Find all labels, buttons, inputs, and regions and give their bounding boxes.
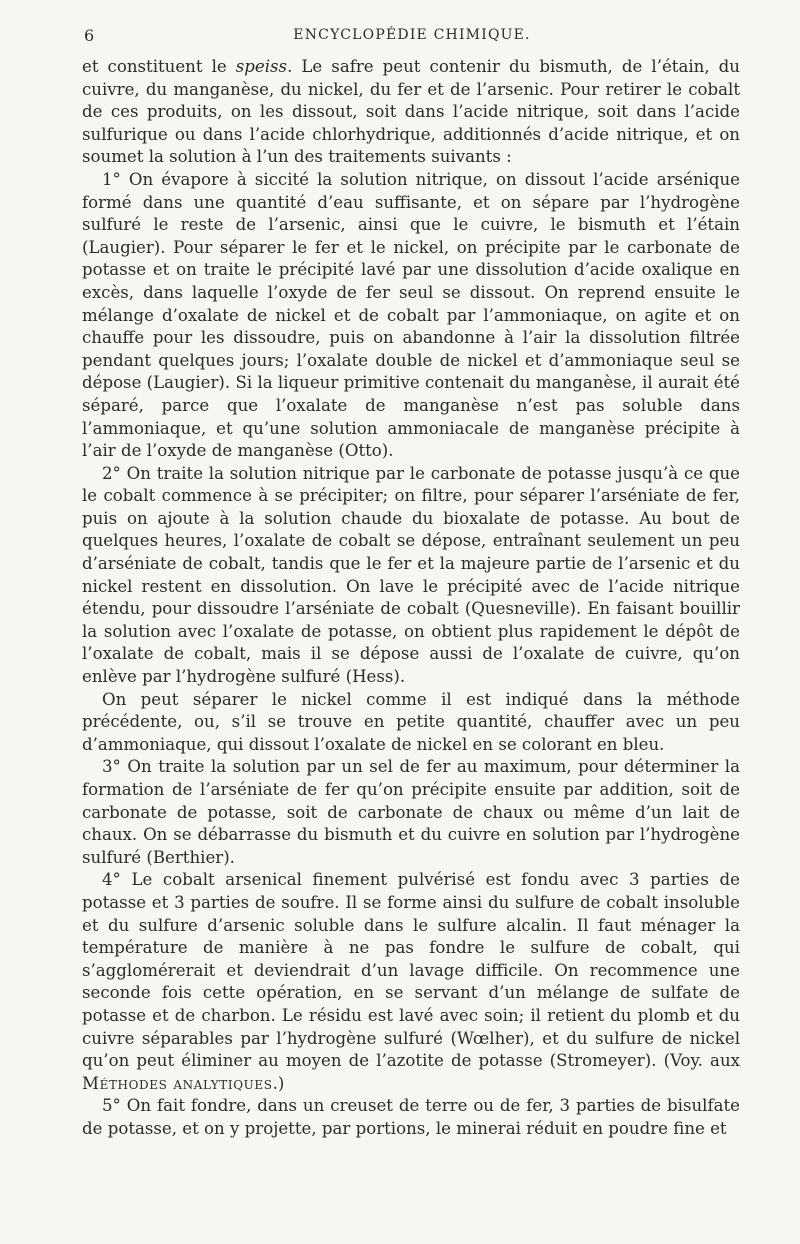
paragraph-text: . Le safre peut contenir du bismuth, de l’étain, du cuivre, du manganèse, du nickel, du fer et de l’arsenic. Pour retirer le cobalt de ces produits, on les dissout, soit dans l’acide nitrique, soit dans l’acide sulfurique ou dans l’acide chlorhydrique, additionnés d’acide nitrique, et on soumet la solution à l’un des traitements suivants : [82,57,740,167]
page-number: 6 [84,26,95,45]
paragraph-text: 4° Le cobalt arsenical finement pulvérisé est fondu avec 3 parties de potasse et 3 parties de soufre. Il se forme ainsi du sulfure de cobalt insoluble et du sulfure d’arsenic soluble dans le sulfure alcalin. Il faut ménager la température de manière à ne pas fondre le sulfure de cobalt, qui s’agglomérerait et deviendrait d’un lavage difficile. On recommence une seconde fois cette opération, en se servant d’un mélange de sulfate de potasse et de charbon. Le résidu est lavé avec soin; il retient du plomb et du cuivre séparables par l’hydrogène sulfuré (Wœlher), et du sulfure de nickel qu’on peut éliminer au moyen de l’azotite de potasse (Stromeyer). (Voy. aux [82,870,740,1071]
paragraph-text: et constituent le [82,57,236,76]
paragraph-text: .) [272,1073,285,1093]
paragraph-nickel-note: On peut séparer le nickel comme il est indiqué dans la méthode précédente, ou, s’il se trouve en petite quantité, chauffer avec un peu d’ammoniaque, qui dissout l’oxalate de nickel en se colorant en bleu. [82,689,740,754]
page-header [84,26,740,48]
paragraph-method-3: 3° On traite la solution par un sel de fer au maximum, pour déterminer la formation de l’arséniate de fer qu’on précipite ensuite par addition, soit de carbonate de potasse, soit de carbonate de chaux ou même d’un lait de chaux. On se débarrasse du bismuth et du cuivre en solution par l’hydrogène sulfuré (Berthier). [82,757,740,867]
cross-reference: Méthodes analytiques [82,1073,273,1093]
paragraph-method-1: 1° On évapore à siccité la solution nitrique, on dissout l’acide arsénique formé dans une quantité d’eau suffisante, et on sépare par l’hydrogène sulfuré le reste de l’arsenic, ainsi que le cuivre, le bismuth et l’étain (Laugier). Pour séparer le fer et le nickel, on précipite par le carbonate de potasse et on traite le précipité lavé par une dissolution d’acide oxalique en excès, dans laquelle l’oxyde de fer seul se dissout. On reprend ensuite le mélange d’oxalate de nickel et de cobalt par l’ammoniaque, on agite et on chauffe pour les dissoudre, puis on abandonne à l’air la dissolution filtrée pendant quelques jours; l’oxalate double de nickel et d’ammoniaque seul se dépose (Laugier). Si la liqueur primitive contenait du manganèse, il aurait été séparé, parce que l’oxalate de manganèse n’est pas soluble dans l’ammoniaque, et qu’une solution ammoniacale de manganèse précipite à l’air de l’oxyde de manganèse (Otto). [82,169,740,461]
paragraph-method-2: 2° On traite la solution nitrique par le carbonate de potasse jusqu’à ce que le cobalt commence à se précipiter; on filtre, pour séparer l’arséniate de fer, puis on ajoute à la solution chaude du bioxalate de potasse. Au bout de quelques heures, l’oxalate de cobalt se dépose, entraînant seulement un peu d’arséniate de cobalt, tandis que le fer et la majeure partie de l’arsenic et du nickel restent en dissolution. On lave le précipité avec de l’acide nitrique étendu, pour dissoudre l’arséniate de cobalt (Quesneville). En faisant bouillir la solution avec l’oxalate de potasse, on obtient plus rapidement le dépôt de l’oxalate de cobalt, mais il se dépose aussi de l’oxalate de cuivre, qu’on enlève par l’hydrogène sulfuré (Hess). [82,463,740,687]
running-title: ENCYCLOPÉDIE CHIMIQUE. [293,27,531,43]
paragraph-intro [82,56,740,169]
paragraph-method-5: 5° On fait fondre, dans un creuset de terre ou de fer, 3 parties de bisulfate de potasse, et on y projette, par portions, le minerai réduit en poudre fine et [82,1096,740,1138]
emphasized-term: speiss [235,57,288,76]
body-text [82,56,740,1141]
paragraph-method-4 [82,869,740,1095]
